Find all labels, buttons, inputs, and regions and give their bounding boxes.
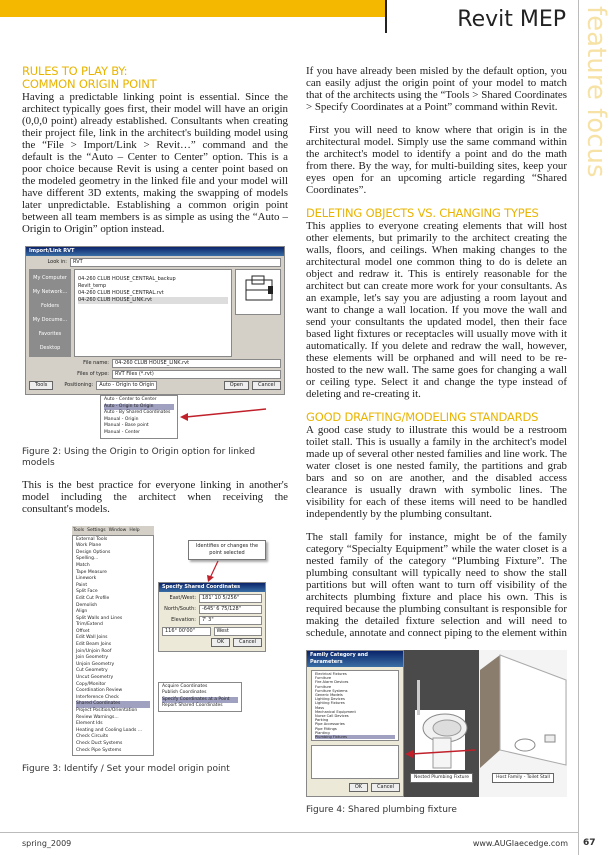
host-family-view — [479, 650, 567, 797]
tools-menu: External Tools Work Plane Design Options Spelling... Match Tape Measure Linework Paint Split Face Edit Cut Profile Demolish Align Split Walls and Lines Trim/Extend Offset Edit Wall Joins Edit Beam Joins Join/Unjoin Roof Join Geometry Unjoin Geometry Cut Geometry Uncut Geometry Copy/Monitor Coordination Review Interference Check Shared Coordinates Project Position/Orientation Review Warnings... Element Ids Heating and Cooling Loads ... Check Circuits Check Duct Systems Check Pipe Systems — [72, 535, 154, 757]
figure-3-right — [158, 526, 266, 712]
header-accent-bar — [0, 0, 385, 17]
figure-2-import-dialog — [25, 246, 285, 395]
cancel-button: Cancel — [233, 638, 262, 647]
figure-4 — [306, 650, 567, 797]
places-bar: My Computer My Network... Folders My Docume... Favorites Desktop — [29, 269, 71, 357]
east-west-label: East/West: — [169, 594, 196, 601]
paragraph: This is the best practice for everyone linking in another's model including the architect when receiving the consultant's models. — [22, 478, 288, 515]
cancel-button: Cancel — [252, 381, 281, 390]
paragraph: If you have already been misled by the default option, you can easily adjust the origin point of your model to match that of the architects using the “Tools > Shared Coordinates > Specify Coordinates at a Point” command within Revit. — [306, 65, 567, 113]
heading-origin: COMMON ORIGIN POINT — [22, 77, 157, 91]
parameter-table — [311, 745, 399, 779]
figure-3-caption: Figure 3: Identify / Set your model origin point — [22, 764, 230, 775]
paragraph: Having a predictable linking point is essential. Since the architect typically goes first, their model will have an origin (0,0,0 point) already established. Consultants when creating their project file, link in the architect's building model using the “File > Import/Link > Revit…” command and the default is the “Auto – Center to Center” option. This is a poor choice because Revit is using a center point based on the modeled geometry in the linked file and your model will have different 3D extents, making the swapping of models later unpredictable. Establishing a common origin point between all team members is as simple as using the “Auto – Origin to Origin” option instead. — [22, 91, 288, 235]
family-category-dialog — [306, 650, 404, 797]
shared-coordinates-submenu: Acquire Coordinates Publish Coordinates Specify Coordinates at a Point Report Shared Coordinates — [158, 682, 242, 712]
dialog-title: Specify Shared Coordinates — [159, 583, 265, 592]
paragraph: The stall family for instance, might be of the family category “Specialty Equipment” while the water closet is a nested family of the category “Plumbing Fixture”. The plumbing consultant will typically need to show the stall partitions but will often want to turn off visibility of the architects plumbing fixture and place his own. This is required because the plumbing consultant is responsible for making the detailed fixture selection and will need to schedule, annotate and connect piping to the element within — [306, 531, 567, 639]
red-arrow — [158, 560, 258, 582]
positioning-select: Auto - Origin to Origin — [96, 381, 157, 390]
section-title: Revit MEP — [457, 7, 566, 32]
heading-deleting: DELETING OBJECTS VS. CHANGING TYPES — [306, 206, 539, 220]
right-column — [306, 65, 567, 826]
sidebar-divider — [578, 0, 579, 855]
tools-menu-area — [72, 526, 154, 757]
angle-field: 116° 00'00" — [162, 627, 211, 636]
nested-fixture-view — [404, 650, 479, 797]
nested-fixture-label: Nested Plumbing Fixture — [410, 773, 473, 783]
heading-rules: RULES TO PLAY BY: — [22, 64, 128, 78]
toilet-illustration — [405, 650, 478, 770]
coordinate-labels: North/South: -645' 6 75/128" — [162, 605, 262, 614]
file-list: 04-260 CLUB HOUSE_CENTRAL_backup Revit_temp 04-260 CLUB HOUSE_CENTRAL.rvt 04-260 CLUB HOUSE_LINK.rvt — [74, 269, 232, 357]
positioning-label: Positioning: — [64, 382, 94, 388]
cancel-button: Cancel — [371, 783, 400, 792]
file-name-label: File name: — [83, 360, 109, 366]
paragraph: First you will need to know where that origin is in the architectural model. Simply use the same command within the architect's model to identify a point and do the math from there. By the way, for multi-building sites, keep your eyes open for an upcoming article regarding “Shared Coordinates”. — [306, 124, 567, 196]
file-type-label: Files of type: — [77, 371, 109, 377]
file-type-field: RVT Files (*.rvt) — [112, 370, 281, 379]
figure-3 — [72, 526, 288, 757]
preview-thumbnail — [235, 269, 281, 315]
look-in-label: Look in: — [47, 259, 67, 265]
ok-button: OK — [211, 638, 230, 647]
elevation-label: Elevation: — [171, 616, 196, 623]
positioning-dropdown-area — [100, 395, 288, 439]
paragraph: This applies to everyone creating elements that will host other elements, but primarily to the architect creating the walls, floors, and ceilings. When making changes to the architectural model one common thing to do is delete an object and redraw it. This is entirely reasonable for the architect but can create more work for your consultants. As an example, let's say you are adjusting a room layout and want to change a wall location. If you move the wall and send your consultants the updated model, then their face based light fixtures or receptacles will usually move with it automatically. If you delete and redraw the wall, however, these elements will be orphaned and will need to be re-hosted to the new wall. The same goes for changing a wall or ceiling type. Select it and change the type instead of deleting and re-creating it. — [306, 220, 567, 400]
red-arrow — [178, 407, 268, 427]
north-south-field: -645' 6 75/128" — [199, 605, 262, 614]
website-link[interactable]: www.AUGIaecedge.com — [472, 839, 568, 849]
host-family-label: Host Family - Toilet Stall — [492, 773, 554, 783]
category-list: Electrical Fixtures Furniture Fire Alarm Devices Furniture Furniture Systems Generic Models Lighting Devices Lighting Fixtures Mass Mechanical Equipment Nurse Call Devices Parking Pipe Accessories Pipe Fittings Planting Plumbing Fixtures — [311, 670, 399, 741]
sidebar-label: feature focus — [581, 6, 611, 178]
callout: Identifies or changes the point selected — [188, 540, 266, 560]
footer — [0, 832, 596, 855]
issue-label: spring_2009 — [22, 839, 72, 849]
dialog-title: Family Category and Parameters — [307, 651, 403, 667]
ok-button: OK — [349, 783, 368, 792]
figure-4-caption: Figure 4: Shared plumbing fixture — [306, 805, 457, 816]
dialog-title: Import/Link RVT — [26, 247, 284, 256]
tools-button: Tools — [29, 381, 53, 390]
heading-standards: GOOD DRAFTING/MODELING STANDARDS — [306, 410, 539, 424]
stall-illustration — [480, 650, 566, 770]
menubar: Tools Settings Window Help — [72, 526, 154, 535]
file-name-field: 04-260 CLUB HOUSE_LINK.rvt — [112, 359, 281, 368]
direction-select: West — [214, 627, 263, 636]
specify-shared-coordinates-dialog — [158, 582, 266, 652]
paragraph: A good case study to illustrate this would be a restroom toilet stall. This is usually a family in the architect's model made up of several other nested families and line work. The water closet is one nested family, the partitions and grab bars and so on are another, and the disabled access clearance is usually drawn with symbolic lines. The visibility for each of these items will need to be handled independently by the plumbing consultant. — [306, 424, 567, 520]
page-number: 67 — [583, 838, 596, 849]
look-in-select: RVT — [70, 258, 281, 267]
left-column — [22, 65, 288, 826]
east-west-field: 181' 10 5/256" — [199, 594, 262, 603]
open-button: Open — [224, 381, 249, 390]
positioning-options: Auto - Center to Center Auto - Origin to Origin Auto - By Shared Coordinates Manual - Origin Manual - Base point Manual - Center — [100, 395, 178, 439]
header-divider — [385, 0, 387, 33]
figure-2-caption: Figure 2: Using the Origin to Origin option for linked models — [22, 446, 256, 468]
elevation-field: 7' 3" — [199, 616, 262, 625]
